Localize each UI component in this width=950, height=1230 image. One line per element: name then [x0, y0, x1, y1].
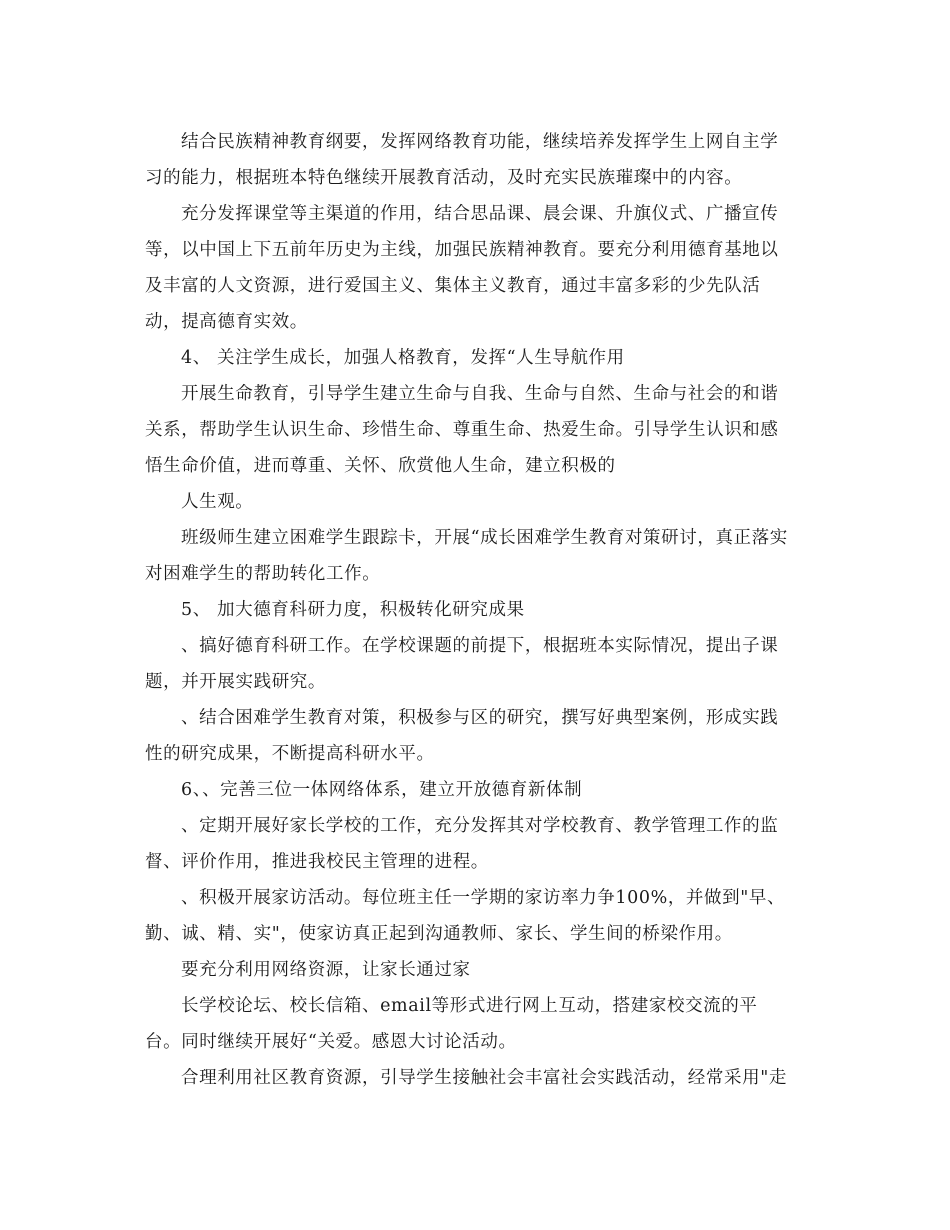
text-line: 开展生命教育，引导学生建立生命与自我、生命与自然、生命与社会的和谐 [181, 384, 779, 404]
text-line: 班级师生建立困难学生跟踪卡，开展“成长困难学生教育对策研讨，真正落实 [181, 528, 788, 548]
text-line: 题，并开展实践研究。 [145, 672, 326, 692]
text-line: 4、 关注学生成长，加强人格教育，发挥“人生导航作用 [181, 348, 625, 368]
text-line: 动，提高德育实效。 [145, 312, 308, 332]
document-body [145, 124, 815, 1096]
text-line: 长学校论坛、校长信箱、email等形式进行网上互动，搭建家校交流的平 [181, 996, 758, 1016]
text-line: 悟生命价值，进而尊重、关怀、欣赏他人生命，建立积极的 [145, 456, 616, 476]
text-line: 台。同时继续开展好“关爱。感恩大讨论活动。 [145, 1032, 517, 1052]
text-line: 勤、诚、精、实"，使家访真正起到沟通教师、家长、学生间的桥梁作用。 [145, 924, 733, 944]
text-line: 对困难学生的帮助转化工作。 [145, 564, 381, 584]
text-line: 结合民族精神教育纲要，发挥网络教育功能，继续培养发挥学生上网自主学 [181, 132, 779, 152]
text-line: 合理利用社区教育资源，引导学生接触社会丰富社会实践活动，经常采用"走 [181, 1068, 787, 1088]
text-line: 等，以中国上下五前年历史为主线，加强民族精神教育。要充分利用德育基地以 [145, 240, 779, 260]
text-line: 5、 加大德育科研力度，积极转化研究成果 [181, 600, 525, 620]
text-line: 习的能力，根据班本特色继续开展教育活动，及时充实民族璀璨中的内容。 [145, 168, 743, 188]
text-line: 、结合困难学生教育对策，积极参与区的研究，撰写好典型案例，形成实践 [181, 708, 779, 728]
text-line: 、积极开展家访活动。每位班主任一学期的家访率力争100%，并做到"早、 [181, 888, 786, 908]
text-line: 、定期开展好家长学校的工作，充分发挥其对学校教育、教学管理工作的监 [181, 816, 779, 836]
text-line: 6、、完善三位一体网络体系，建立开放德育新体制 [181, 780, 583, 800]
text-line: 人生观。 [181, 492, 254, 512]
text-line: 、搞好德育科研工作。在学校课题的前提下，根据班本实际情况，提出子课 [181, 636, 779, 656]
text-line: 充分发挥课堂等主渠道的作用，结合思品课、晨会课、升旗仪式、广播宣传 [181, 204, 779, 224]
text-line: 要充分利用网络资源，让家长通过家 [181, 960, 471, 980]
text-line: 督、评价作用，推进我校民主管理的进程。 [145, 852, 489, 872]
text-line: 性的研究成果，不断提高科研水平。 [145, 744, 435, 764]
text-line: 及丰富的人文资源，进行爱国主义、集体主义教育，通过丰富多彩的少先队活 [145, 276, 761, 296]
text-line: 关系，帮助学生认识生命、珍惜生命、尊重生命、热爱生命。引导学生认识和感 [145, 420, 779, 440]
